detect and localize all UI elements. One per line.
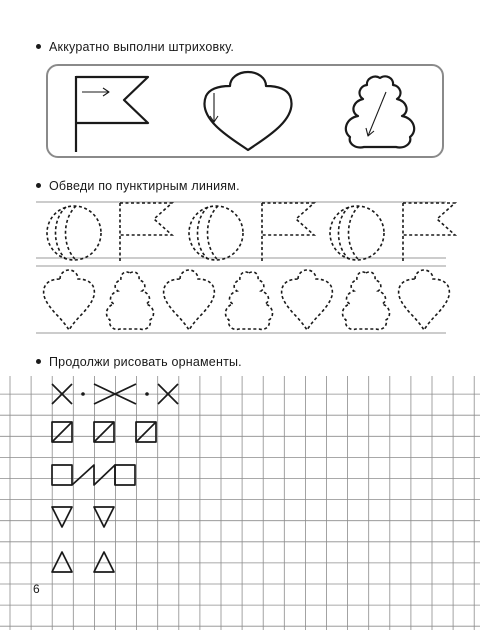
instruction-hatching-text: Аккуратно выполни штриховку. [49, 40, 235, 54]
spinning-top-icon [44, 270, 95, 330]
pyramid-toy-icon [346, 76, 414, 147]
hatching-shapes [0, 0, 480, 170]
ball-icon [330, 206, 384, 260]
instruction-trace-text: Обведи по пунктирным линиям. [49, 179, 240, 193]
flag-icon [76, 76, 148, 152]
ball-icon [189, 206, 243, 260]
instruction-continue [36, 355, 242, 369]
ornament-grid [0, 376, 480, 630]
ball-icon [47, 206, 101, 260]
spinning-top-icon [282, 270, 333, 330]
tracing-area [0, 190, 480, 360]
spinning-top-icon [164, 270, 215, 330]
ornaments [52, 384, 178, 572]
ornament-row-squares [52, 422, 156, 442]
page-number: 6 [33, 582, 40, 596]
spinning-top-icon [204, 72, 291, 150]
trace-row-balls-flags [47, 203, 455, 261]
ornament-row-up-triangles [52, 552, 114, 572]
pyramid-toy-icon [107, 272, 154, 329]
flag-icon [262, 203, 314, 261]
pyramid-toy-icon [343, 272, 390, 329]
trace-row-tops-pyramids [44, 270, 450, 330]
flag-icon [403, 203, 455, 261]
pyramid-toy-icon [226, 272, 273, 329]
ornament-row-down-triangles [52, 507, 114, 527]
instruction-continue-text: Продолжи рисовать орнаменты. [49, 355, 242, 369]
flag-icon [120, 203, 172, 261]
spinning-top-icon [399, 270, 450, 330]
bullet-icon [36, 183, 41, 188]
ornament-row-zigzag [52, 465, 135, 485]
bullet-icon [36, 359, 41, 364]
